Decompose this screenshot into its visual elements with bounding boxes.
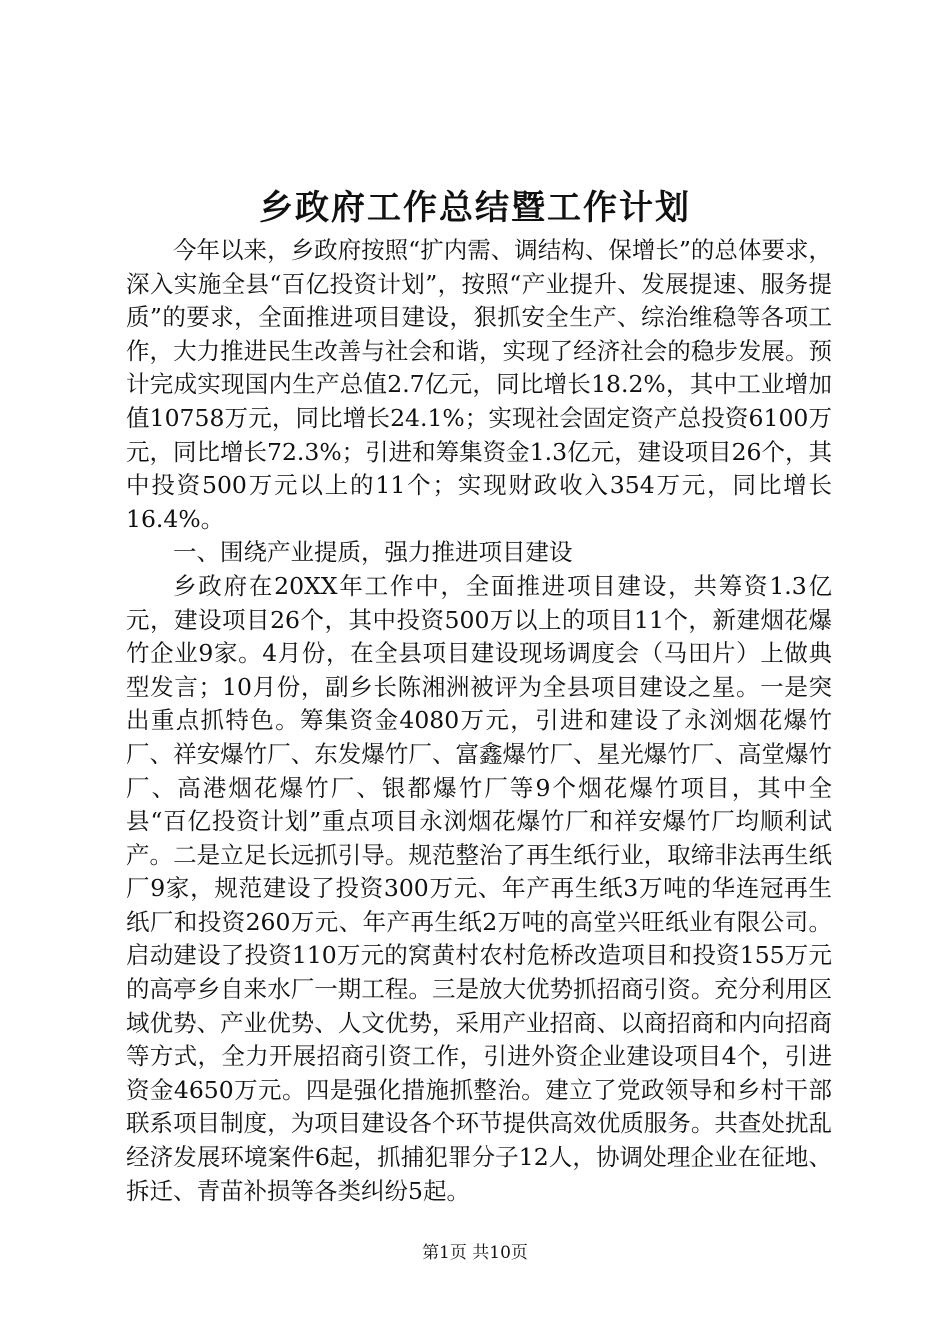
section-heading-1: 一、围绕产业提质，强力推进项目建设 bbox=[173, 538, 573, 567]
page-number: 第1页 bbox=[422, 1243, 467, 1263]
document-title: 乡政府工作总结暨工作计划 bbox=[259, 188, 691, 228]
page-total: 共10页 bbox=[472, 1243, 528, 1263]
document-body bbox=[126, 234, 832, 1208]
paragraph-project-construction: 乡政府在20XX年工作中，全面推进项目建设，共筹资1.3亿元，建设项目26个，其中投资500万以上的项目11个，新建烟花爆竹企业9家。4月份，在全县项目建设现场调度会（马田片）上做典型发言；10月份，副乡长陈湘洲被评为全县项目建设之星。一是突出重点抓特色。筹集资金4080万元，引进和建设了永浏烟花爆竹厂、祥安爆竹厂、东发爆竹厂、富鑫爆竹厂、星光爆竹厂、高堂爆竹厂、高港烟花爆竹厂、银都爆竹厂等9个烟花爆竹项目，其中全县“百亿投资计划”重点项目永浏烟花爆竹厂和祥安爆竹厂均顺利试产。二是立足长远抓引导。规范整治了再生纸行业，取缔非法再生纸厂9家，规范建设了投资300万元、年产再生纸3万吨的华连冠再生纸厂和投资260万元、年产再生纸2万吨的高堂兴旺纸业有限公司。启动建设了投资110万元的窝黄村农村危桥改造项目和投资155万元的高亭乡自来水厂一期工程。三是放大优势抓招商引资。充分利用区域优势、产业优势、人文优势，采用产业招商、以商招商和内向招商等方式，全力开展招商引资工作，引进外资企业建设项目4个，引进资金4650万元。四是强化措施抓整治。建立了党政领导和乡村干部联系项目制度，为项目建设各个环节提供高效优质服务。共查处扰乱经济发展环境案件6起，抓捕犯罪分子12人，协调处理企业在征地、拆迁、青苗补损等各类纠纷5起。 bbox=[126, 571, 832, 1205]
paragraph-intro: 今年以来，乡政府按照“扩内需、调结构、保增长”的总体要求，深入实施全县“百亿投资计划”，按照“产业提升、发展提速、服务提质”的要求，全面推进项目建设，狠抓安全生产、综治维稳等各项工作，大力推进民生改善与社会和谐，实现了经济社会的稳步发展。预计完成实现国内生产总值2.7亿元，同比增长18.2%，其中工业增加值10758万元，同比增长24.1%；实现社会固定资产总投资6100万元，同比增长72.3%；引进和筹集资金1.3亿元，建设项目26个，其中投资500万元以上的11个；实现财政收入354万元，同比增长16.4%。 bbox=[126, 236, 832, 533]
page-footer bbox=[0, 1241, 950, 1265]
